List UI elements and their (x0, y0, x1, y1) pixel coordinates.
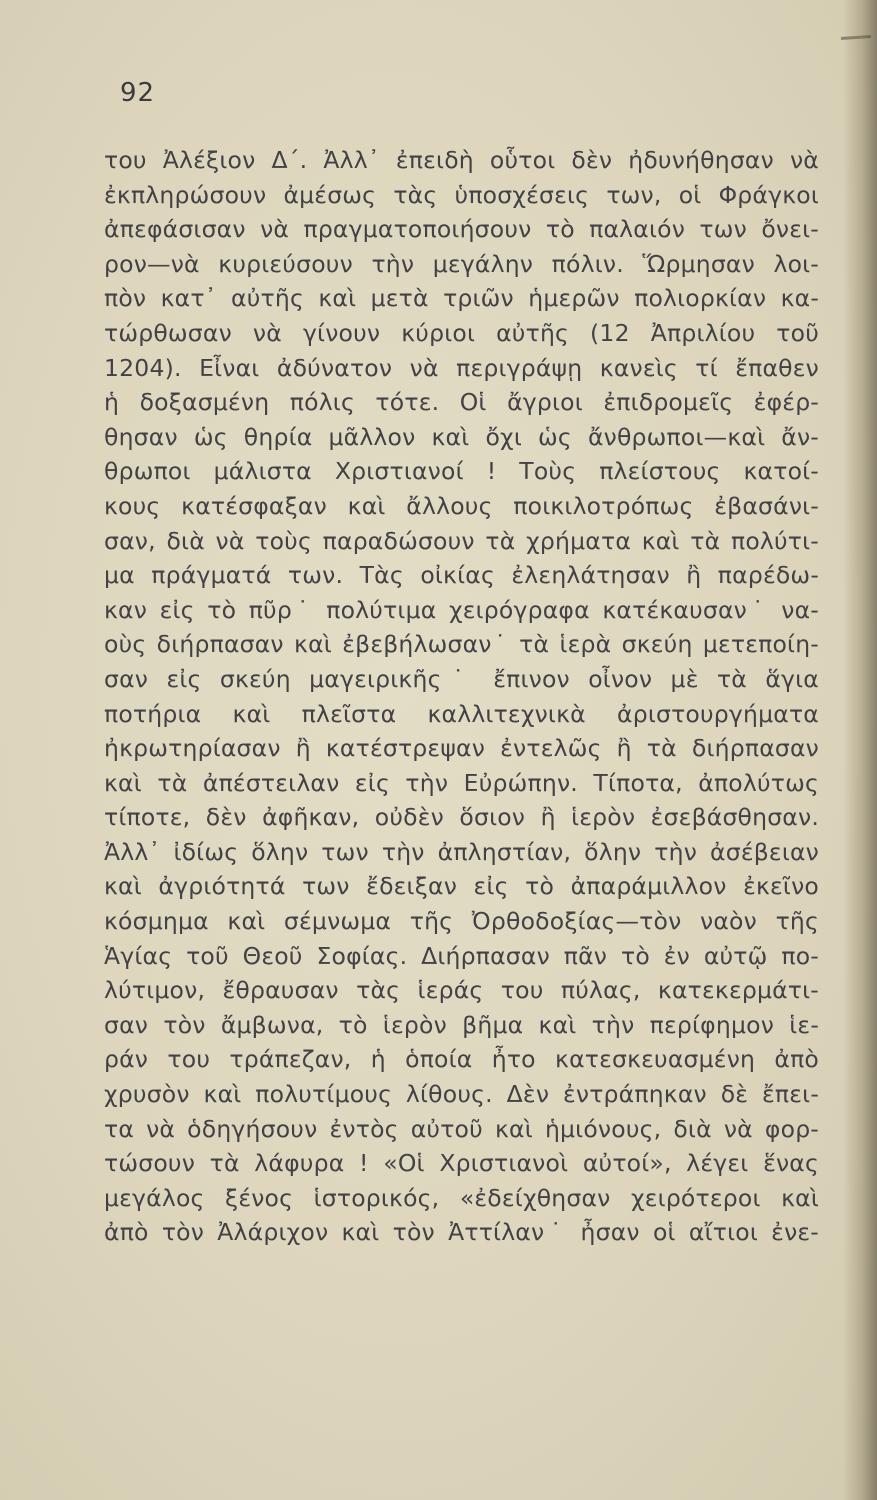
text-line: τώσουν τὰ λάφυρα ! «Οἱ Χριστιανοὶ αὐτοί», λέγει ἕνας (104, 1149, 819, 1178)
text-line: ἐκπληρώσουν ἀμέσως τὰς ὑποσχέσεις των, οἱ Φράγκοι (104, 180, 819, 209)
text-line: κόσμημα καὶ σέμνωμα τῆς Ὀρθοδοξίας—τὸν ναὸν τῆς (104, 907, 819, 936)
text-line: ἠκρωτηρίασαν ἢ κατέστρεψαν ἐντελῶς ἢ τὰ διήρπασαν (104, 734, 819, 763)
text-line: οὺς διήρπασαν καὶ ἐβεβήλωσαν˙ τὰ ἱερὰ σκεύη μετεποίη- (104, 630, 819, 659)
body-text (104, 143, 819, 1250)
text-line: μα πράγματά των. Τὰς οἰκίας ἐλεηλάτησαν ἢ παρέδω- (104, 561, 819, 590)
text-line: σαν, διὰ νὰ τοὺς παραδώσουν τὰ χρήματα καὶ τὰ πολύτι- (104, 526, 819, 555)
text-line: θησαν ὡς θηρία μᾶλλον καὶ ὄχι ὡς ἄνθρωποι—καὶ ἄν- (104, 422, 819, 451)
text-line: πὸν κατ᾽ αὐτῆς καὶ μετὰ τριῶν ἡμερῶν πολιορκίαν κα- (104, 284, 819, 313)
text-line: ποτήρια καὶ πλεῖστα καλλιτεχνικὰ ἀριστουργήματα (104, 699, 819, 728)
text-line: χρυσὸν καὶ πολυτίμους λίθους. Δὲν ἐντράπηκαν δὲ ἔπει- (104, 1080, 819, 1109)
text-line: θρωποι μάλιστα Χριστιανοί ! Τοὺς πλείστους κατοί- (104, 457, 819, 486)
text-line: καν εἰς τὸ πῦρ˙ πολύτιμα χειρόγραφα κατέκαυσαν˙ να- (104, 595, 819, 624)
text-line: Ἁγίας τοῦ Θεοῦ Σοφίας. Διήρπασαν πᾶν τὸ ἐν αὐτῷ πο- (104, 941, 819, 970)
text-line: τα νὰ ὁδηγήσουν ἐντὸς αὐτοῦ καὶ ἡμιόνους, διὰ νὰ φορ- (104, 1114, 819, 1143)
text-line: του Ἀλέξιον Δ΄. Ἀλλ᾽ ἐπειδὴ οὗτοι δὲν ἠδυνήθησαν νὰ (104, 146, 819, 174)
text-line: ρον—νὰ κυριεύσουν τὴν μεγάλην πόλιν. Ὥρμησαν λοι- (104, 249, 819, 278)
text-line: τίποτε, δὲν ἀφῆκαν, οὐδὲν ὅσιον ἢ ἱερὸν ἐσεβάσθησαν. (104, 803, 819, 832)
text-line: σαν τὸν ἄμβωνα, τὸ ἱερὸν βῆμα καὶ τὴν περίφημον ἱε- (104, 1010, 819, 1039)
text-line: σαν εἰς σκεύη μαγειρικῆς˙ ἔπινον οἶνον μὲ τὰ ἅγια (104, 664, 819, 693)
text-line: ράν του τράπεζαν, ἡ ὁποία ἦτο κατεσκευασμένη ἀπὸ (104, 1045, 819, 1074)
text-line: ἡ δοξασμένη πόλις τότε. Οἱ ἄγριοι ἐπιδρομεῖς ἐφέρ- (104, 388, 819, 417)
text-line: ἀπὸ τὸν Ἀλάριχον καὶ τὸν Ἀττίλαν˙ ἦσαν οἱ αἴτιοι ἐνε- (104, 1218, 819, 1247)
text-line: κους κατέσφαξαν καὶ ἄλλους ποικιλοτρόπως ἐβασάνι- (104, 491, 819, 520)
page-number: 92 (120, 78, 156, 108)
page-edge-shadow (843, 0, 877, 1500)
text-line: μεγάλος ξένος ἱστορικός, «ἐδείχθησαν χειρότεροι καὶ (104, 1183, 819, 1212)
text-line: Ἀλλ᾽ ἰδίως ὅλην των τὴν ἀπληστίαν, ὅλην τὴν ἀσέβειαν (104, 837, 819, 866)
text-line: καὶ ἀγριότητά των ἔδειξαν εἰς τὸ ἀπαράμιλλον ἐκεῖνο (104, 872, 819, 901)
text-line: λύτιμον, ἔθραυσαν τὰς ἱεράς του πύλας, κατεκερμάτι- (104, 976, 819, 1005)
text-line: τώρθωσαν νὰ γίνουν κύριοι αὐτῆς (12 Ἀπριλίου τοῦ (104, 318, 819, 347)
text-line: 1204). Εἶναι ἀδύνατον νὰ περιγράψῃ κανεὶς τί ἔπαθεν (104, 353, 819, 382)
text-line: ἀπεφάσισαν νὰ πραγματοποιήσουν τὸ παλαιόν των ὄνει- (104, 215, 819, 244)
text-line: καὶ τὰ ἀπέστειλαν εἰς τὴν Εὐρώπην. Τίποτα, ἀπολύτως (104, 768, 819, 797)
